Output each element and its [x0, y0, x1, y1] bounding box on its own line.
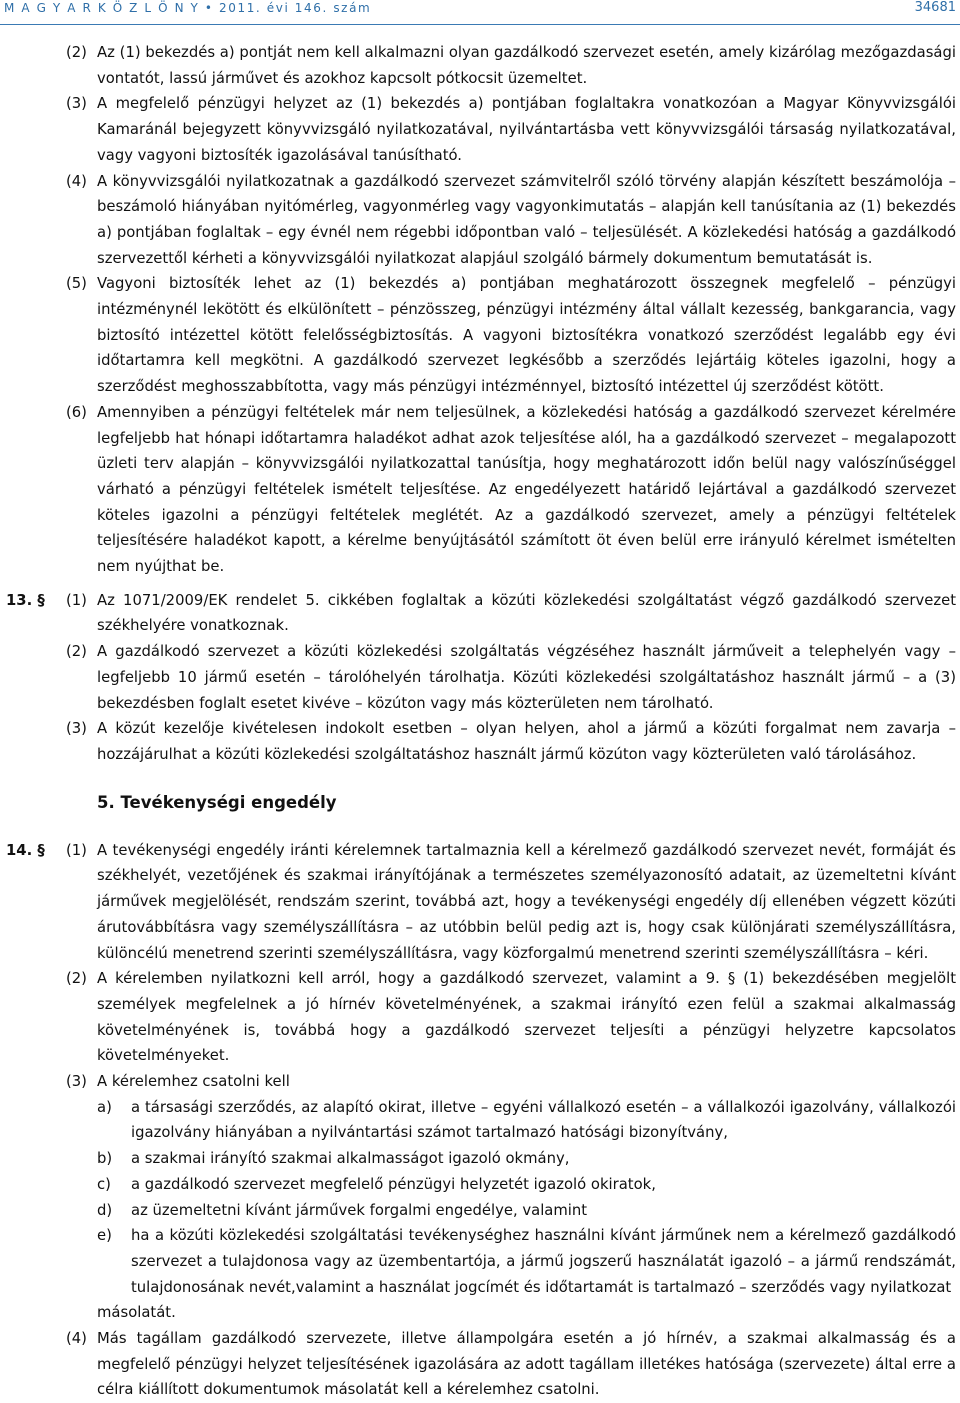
paragraph-number: (1)	[66, 841, 87, 859]
item-text: a szakmai irányító szakmai alkalmasságot igazoló okmány,	[131, 1150, 570, 1168]
paragraph-14-3	[0, 1069, 960, 1095]
paragraph-number: (1)	[66, 591, 87, 609]
paragraph-13-2	[0, 639, 960, 716]
paragraph-12-4	[0, 169, 960, 272]
paragraph-number: (4)	[66, 172, 87, 190]
paragraph-14-2	[0, 966, 960, 1069]
paragraph-text: A gazdálkodó szervezet a közúti közlekedési szolgáltatás végzéséhez használt járműveit a telephelyén vagy – legfeljebb 10 jármű esetén – tárolóhelyén tárolhatja. Közúti közlekedési szolgáltatáshoz használt jármű – a (3) bekezdésben foglalt esetet kivéve – közúton vagy más közterületen nem tárolható.	[97, 643, 956, 712]
paragraph-12-2	[0, 40, 960, 91]
paragraph-number: (2)	[66, 44, 87, 61]
list-item-d	[0, 1198, 960, 1224]
paragraph-number: (6)	[66, 403, 87, 421]
section-label: 14. §	[6, 841, 45, 859]
document-body	[0, 40, 960, 1403]
paragraph-text: Az 1071/2009/EK rendelet 5. cikkében foglaltak a közúti közlekedési szolgáltatást végző gazdálkodó szervezet székhelyére vonatkoznak.	[97, 591, 956, 635]
paragraph-13-1	[0, 588, 960, 639]
paragraph-number: (4)	[66, 1330, 87, 1348]
list-item-b	[0, 1146, 960, 1172]
item-letter: b)	[97, 1150, 113, 1168]
page-header	[0, 0, 960, 26]
paragraph-number: (5)	[66, 275, 87, 293]
paragraph-12-3	[0, 91, 960, 168]
chapter-heading: 5. Tevékenységi engedély	[97, 792, 337, 812]
item-text: a társasági szerződés, az alapító okirat, illetve – egyéni vállalkozó esetén – a vállalkozói igazolvány, vállalkozói igazolvány hiányában a nyilvántartási számot tartalmazó hatósági bizonyítvány,	[131, 1098, 956, 1142]
paragraph-text: Más tagállam gazdálkodó szervezete, illetve állampolgára esetén a jó hírnév, a szakmai alkalmasság és a megfelelő pénzügyi helyzet teljesítésének igazolására az adott tagállam illetékes hatósága (szervezete) által erre a célra kiállított dokumentumok másolatát kell a kérelemhez csatolni.	[97, 1330, 956, 1399]
list-tail: másolatát.	[97, 1304, 176, 1322]
paragraph-14-4	[0, 1326, 960, 1403]
paragraph-14-1	[0, 838, 960, 967]
paragraph-number: (3)	[66, 720, 87, 738]
item-letter: a)	[97, 1098, 112, 1116]
paragraph-text: A kérelemben nyilatkozni kell arról, hogy a gazdálkodó szervezet, valamint a 9. § (1) bekezdésében megjelölt személyek megfelelnek a jó hírnév követelményének, a szakmai irányító ezen felül a szakmai alkalmasság követelményének is, továbbá hogy a gazdálkodó szervezet teljesíti a pénzügyi helyzetre kapcsolatos követelményeket.	[97, 970, 956, 1065]
item-letter: e)	[97, 1227, 112, 1245]
item-text: az üzemeltetni kívánt járművek forgalmi engedélye, valamint	[131, 1201, 588, 1219]
paragraph-13-3	[0, 716, 960, 767]
paragraph-12-5	[0, 271, 960, 400]
paragraph-12-6	[0, 400, 960, 580]
paragraph-number: (2)	[66, 970, 87, 988]
item-letter: c)	[97, 1175, 111, 1193]
paragraph-text: Amennyiben a pénzügyi feltételek már nem teljesülnek, a közlekedési hatóság a gazdálkodó szervezet kérelmére legfeljebb hat hónapi időtartamra haladékot adhat azok teljesítése alól, ha a gazdálkodó szervezet – megalapozott üzleti terv alapján – könyvvizsgálói nyilatkozattal tanúsítja, hogy meghatározott időn belül nagy valószínűséggel várható a pénzügyi feltételek ismételt teljesítése. Az engedélyezett határidő lejártával a gazdálkodó szervezet köteles igazolni a pénzügyi feltételek meglétét. Az a gazdálkodó szervezet, amely a pénzügyi feltételek teljesítésére haladékot kapott, a kérelme benyújtásától számított öt éven belül erre irányuló kérelmet ismételten nem nyújthat be.	[97, 403, 956, 576]
item-text: a gazdálkodó szervezet megfelelő pénzügyi helyzetét igazoló okiratok,	[131, 1175, 656, 1193]
journal-title: M A G Y A R K Ö Z L Ö N Y • 2011. évi 146. szám	[4, 1, 372, 15]
list-item-a	[0, 1095, 960, 1146]
paragraph-number: (3)	[66, 95, 87, 113]
item-text: ha a közúti közlekedési szolgáltatási tevékenységhez használni kívánt járműnek nem a kérelmező gazdálkodó szervezet a tulajdonosa vagy az üzembentartója, a jármű jogszerű használatát igazoló – a jármű rendszámát, tulajdonosának nevét,valamint a használat jogcímét és időtartamát is tartalmazó – szerződés vagy nyilatkozat	[131, 1227, 956, 1296]
paragraph-text: A tevékenységi engedély iránti kérelemnek tartalmaznia kell a kérelmező gazdálkodó szervezet nevét, formáját és székhelyét, vezetőjének és szakmai irányítójának a természetes személyazonosító adatait, az üzemeltetni kívánt járművek megjelölését, rendszám szerint, továbbá azt, hogy a tevékenységi engedély díj ellenében végzett közúti árutovábbításra vagy személyszállításra – az utóbbin belül pedig azt is, hogy csak különjárati személyszállításra, különcélú menetrend szerinti személyszállításra, vagy közforgalmú menetrend szerinti személyszállításra – kéri.	[97, 841, 956, 962]
paragraph-text: Az (1) bekezdés a) pontját nem kell alkalmazni olyan gazdálkodó szervezet esetén, amely kizárólag mezőgazdasági vontatót, lassú járművet és azokhoz kapcsolt pótkocsit üzemeltet.	[97, 44, 956, 87]
list-item-c	[0, 1172, 960, 1198]
paragraph-text: A könyvvizsgálói nyilatkozatnak a gazdálkodó szervezet számvitelről szóló törvény alapján készített beszámolója – beszámoló hiányában nyitómérleg, vagyonmérleg vagy vagyonkimutatás – alapján kell tanúsítania az (1) bekezdés a) pontjában foglaltak – egy évnél nem régebbi időpontban való – teljesülését. A közlekedési hatóság a gazdálkodó szervezettől kérheti a könyvvizsgálói nyilatkozat alapjául szolgáló bármely dokumentum bemutatását is.	[97, 172, 956, 267]
paragraph-text: Vagyoni biztosíték lehet az (1) bekezdés a) pontjában meghatározott összegnek megfelelő – pénzügyi intézménynél lekötött és elkülönített – pénzösszeg, pénzügyi intézmény által vállalt kezesség, bankgarancia, vagy biztosító intézettel kötött felelősségbiztosítás. A vagyoni biztosítékra vonatkozó szerződést legalább egy évi időtartamra kell megkötni. A gazdálkodó szervezet legkésőbb a szerződés lejártáig köteles igazolni, hogy a szerződést meghosszabbította, vagy más pénzügyi intézménnyel, biztosító intézettel új szerződést kötött.	[97, 275, 956, 396]
paragraph-text: A közút kezelője kivételesen indokolt esetben – olyan helyen, ahol a jármű a közúti forgalmat nem zavarja – hozzájárulhat a közúti közlekedési szolgáltatáshoz használt jármű közúton vagy közterületen való tárolásához.	[97, 720, 956, 763]
section-label: 13. §	[6, 591, 45, 609]
header-rule	[0, 24, 960, 25]
list-item-e	[0, 1223, 960, 1300]
paragraph-text: A megfelelő pénzügyi helyzet az (1) bekezdés a) pontjában foglaltakra vonatkozóan a Magyar Könyvvizsgálói Kamaránál bejegyzett könyvvizsgáló nyilatkozatával, nyilvántartásba vett könyvvizsgálói társaság nyilatkozatával, vagy vagyoni biztosíték igazolásával tanúsítható.	[97, 95, 956, 164]
page-number: 34681	[914, 0, 956, 15]
paragraph-number: (3)	[66, 1073, 87, 1091]
paragraph-number: (2)	[66, 643, 87, 661]
item-letter: d)	[97, 1201, 113, 1219]
paragraph-text: A kérelemhez csatolni kell	[97, 1073, 290, 1091]
